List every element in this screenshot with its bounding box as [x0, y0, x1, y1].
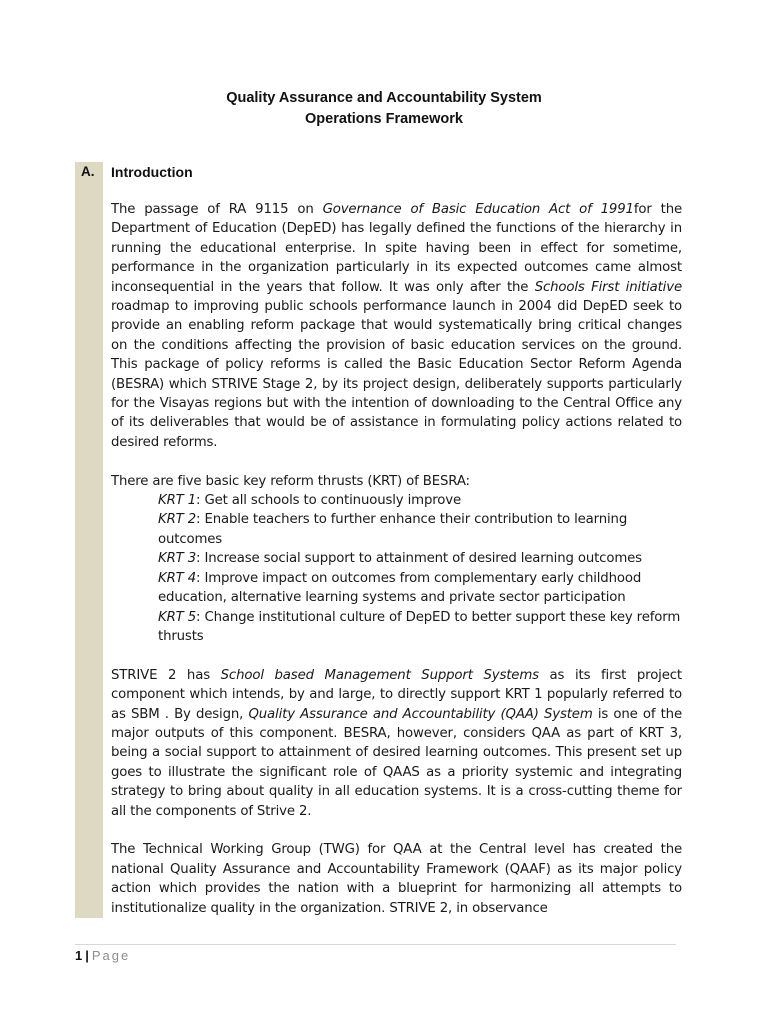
paragraph-introduction — [111, 200, 682, 452]
p2-sbm-name: School based Management Support Systems — [220, 667, 539, 683]
krt-item — [111, 491, 682, 510]
krt-text: : Increase social support to attainment of desired learning outcomes — [196, 551, 642, 567]
krt-intro: There are five basic key reform thrusts (KRT) of BESRA: — [111, 473, 470, 489]
krt-item — [111, 608, 682, 647]
krt-text: : Get all schools to continuously improve — [196, 493, 462, 509]
krt-list — [111, 491, 682, 646]
footer-divider — [75, 944, 676, 945]
page-footer — [75, 948, 130, 963]
document-title-line1: Quality Assurance and Accountability System — [226, 90, 542, 106]
page-number: 1 — [75, 948, 83, 963]
p2-text-3: is one of the major outputs of this component. BESRA, however, considers QAA as part of KRT 3, being a social support to attainment of desired learning outcomes. This present set up goes to illustrate the significant role of QAAS as a priority systemic and integrating strategy to bring about quality in all education systems. It is a cross-cutting theme for all the components of Strive 2. — [111, 706, 682, 819]
krt-name: KRT 4 — [158, 570, 197, 586]
krt-text: : Enable teachers to further enhance their contribution to learning outcomes — [158, 512, 628, 547]
p1-text-2: for the Department of Education (DepED) has legally defined the functions of the hierarchy in running the educational enterprise. In spite having been in effect for sometime, performance in the organization particularly in its expected outcomes came almost inconsequential in the years that follow. It was only after the — [111, 202, 682, 295]
paragraph-twg: The Technical Working Group (TWG) for QAA at the Central level has created the national Quality Assurance and Accountability Framework (QAAF) as its major policy action which provides the nation with a blueprint for harmonizing all attempts to institutionalize quality in the organization. STRIVE 2, in observance — [111, 842, 682, 916]
krt-item — [111, 549, 682, 568]
krt-name: KRT 5 — [158, 609, 197, 625]
krt-name: KRT 1 — [158, 493, 197, 509]
footer-separator: | — [85, 948, 89, 963]
krt-item — [111, 510, 682, 549]
p1-text-1: The passage of RA 9115 on — [111, 202, 323, 217]
krt-item — [111, 569, 682, 608]
page-label: Page — [91, 948, 131, 963]
p2-text-1: STRIVE 2 has — [111, 667, 221, 683]
p1-initiative-name: Schools First initiative — [534, 279, 682, 295]
p1-text-3: roadmap to improving public schools performance launch in 2004 did DepED seek to provide an enabling reform package that would systematically bring critical changes on the conditions affecting the provision of basic education services on the ground. This package of policy reforms is called the Basic Education Sector Reform Agenda (BESRA) which STRIVE Stage 2, by its project design, deliberately supports particularly for the Visayas regions but with the intention of downloading to the Central Office any of its deliverables that would be of assistance in formulating policy actions related to desired reforms. — [111, 299, 682, 450]
section-body — [111, 200, 682, 918]
krt-text: : Change institutional culture of DepED to better support these key reform thrusts — [158, 609, 681, 644]
krt-name: KRT 3 — [158, 551, 197, 567]
krt-text: : Improve impact on outcomes from complementary early childhood education, alternative learning systems and private sector participation — [158, 570, 642, 606]
section-letter: A. — [81, 164, 95, 179]
p1-act-name: Governance of Basic Education Act of 1991 — [322, 202, 634, 217]
section-title: Introduction — [111, 164, 193, 180]
p2-text-2: as its first project component which intends, by and large, to directly support KRT 1 popularly referred to as SBM . By design, — [111, 667, 682, 722]
document-title-line2: Operations Framework — [305, 111, 463, 127]
p2-qaa-name: Quality Assurance and Accountability (QAA) System — [248, 706, 593, 722]
krt-name: KRT 2 — [158, 512, 197, 528]
paragraph-strive2 — [111, 666, 682, 821]
section-sidebar-bar — [75, 162, 103, 918]
